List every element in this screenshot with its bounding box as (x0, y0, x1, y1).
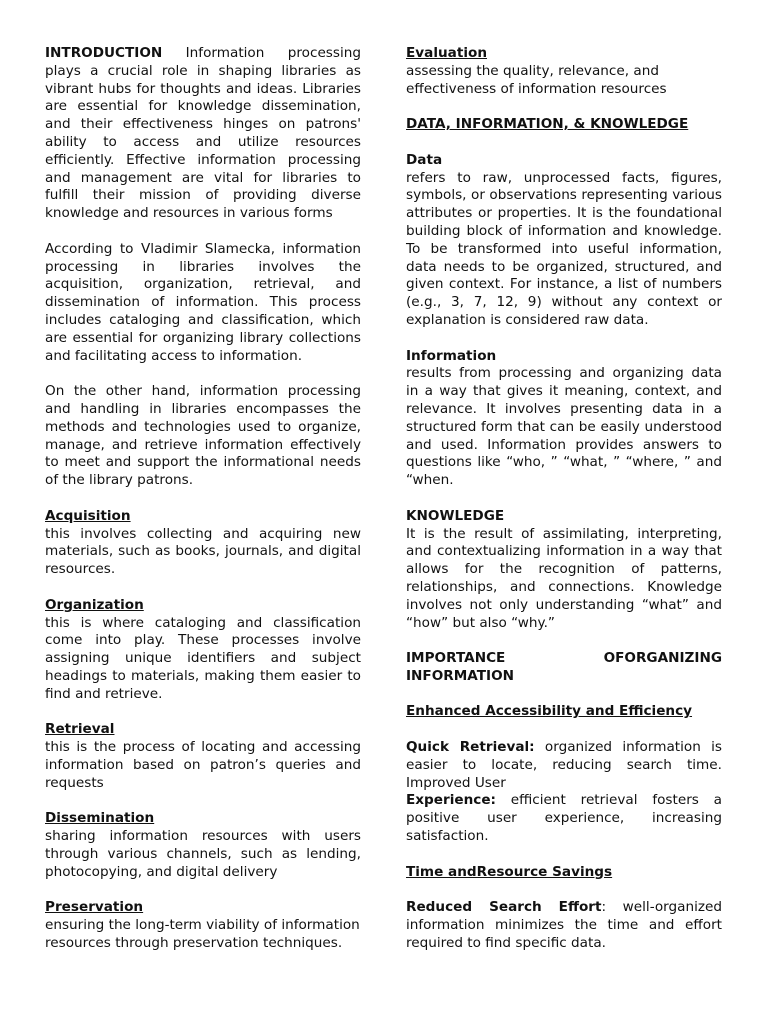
enhanced-accessibility-heading: Enhanced Accessibility and Efficiency (406, 703, 693, 720)
evaluation-heading: Evaluation (406, 45, 488, 61)
right-column (406, 45, 722, 953)
information-heading: Information (406, 347, 497, 364)
reduced-search-label: Reduced Search Effort (406, 899, 602, 916)
dik-heading: DATA, INFORMATION, & KNOWLEDGE (406, 116, 689, 133)
retrieval-text: this is the process of locating and accessing information based on patron’s queries and requests (45, 739, 361, 791)
data-text: refers to raw, unprocessed facts, figures, symbols, or observations representing various attributes or properties. It is the foundational building block of information and knowledge. To be transformed into useful information, data needs to be organized, structured, and given context. For instance, a list of numbers (e.g., 3, 7, 12, 9) without any context or explanation is considered raw data. (406, 169, 722, 328)
importance-heading-text: IMPORTANCE OFORGANIZING INFORMATION (406, 650, 722, 684)
retrieval-heading: Retrieval (45, 721, 115, 738)
preservation-heading: Preservation (45, 899, 144, 916)
introduction-paragraph (45, 45, 361, 223)
introduction-text: Information processing plays a crucial role in shaping libraries as vibrant hubs for thoughts and ideas. Libraries are essential for knowledge dissemination, and their effectiveness hinges on patrons' ability to access and utilize resources efficiently. Effective information processing and management are vital for libraries to fulfill their mission of providing diverse knowledge and resources in various forms (45, 45, 361, 222)
acquisition-text: this involves collecting and acquiring new materials, such as books, journals, and digital resources. (45, 525, 361, 578)
acquisition-heading: Acquisition (45, 507, 131, 524)
reduced-search-text: : well-organized information minimizes the time and effort required to find specific data. (406, 899, 722, 951)
information-text: results from processing and organizing data in a way that gives it meaning, context, and relevance. It involves presenting data in a structured form that can be easily understood and used. Information provides answers to questions like “who, ” “what, ” “where, ” and “when. (406, 365, 722, 489)
introduction-label: INTRODUCTION (45, 45, 163, 61)
evaluation-text: assessing the quality, relevance, and effectiveness of information resources (406, 62, 667, 97)
reduced-search-paragraph (406, 899, 722, 952)
slamecka-paragraph: According to Vladimir Slamecka, information processing in libraries involves the acquisition, organization, retrieval, and dissemination of information. This process includes cataloging and classification, which are essential for organizing library collections and facilitating access to information. (45, 240, 361, 364)
dissemination-heading: Dissemination (45, 810, 155, 827)
knowledge-heading: KNOWLEDGE (406, 507, 505, 524)
dissemination-text: sharing information resources with users through various channels, such as lending, photocopying, and digital delivery (45, 828, 361, 880)
left-column (45, 45, 361, 953)
preservation-text: ensuring the long-term viability of information resources through preservation techniques. (45, 917, 360, 951)
time-resource-heading: Time andResource Savings (406, 863, 613, 880)
experience-text: efficient retrieval fosters a positive user experience, increasing satisfaction. (406, 792, 722, 845)
knowledge-text: It is the result of assimilating, interpreting, and contextualizing information in a way that allows for the recognition of patterns, relationships, and connections. Knowledge involves not only understanding “what” and “how” but also “why.” (406, 525, 722, 631)
organization-text: this is where cataloging and classification come into play. These processes involve assigning unique identifiers and subject headings to materials, making them easier to find and retrieve. (45, 614, 361, 702)
organization-heading: Organization (45, 596, 144, 613)
experience-label: Experience: (406, 792, 496, 809)
importance-heading (406, 650, 722, 686)
quick-retrieval-text: organized information is easier to locate, reducing search time. Improved User (406, 739, 722, 791)
quick-retrieval-label: Quick Retrieval: (406, 739, 535, 756)
experience-paragraph (406, 792, 722, 845)
other-hand-paragraph: On the other hand, information processing and handling in libraries encompasses the methods and technologies used to organize, manage, and retrieve information effectively to meet and support the informational needs of the library patrons. (45, 383, 361, 489)
data-heading: Data (406, 151, 443, 168)
quick-retrieval-paragraph (406, 739, 722, 792)
